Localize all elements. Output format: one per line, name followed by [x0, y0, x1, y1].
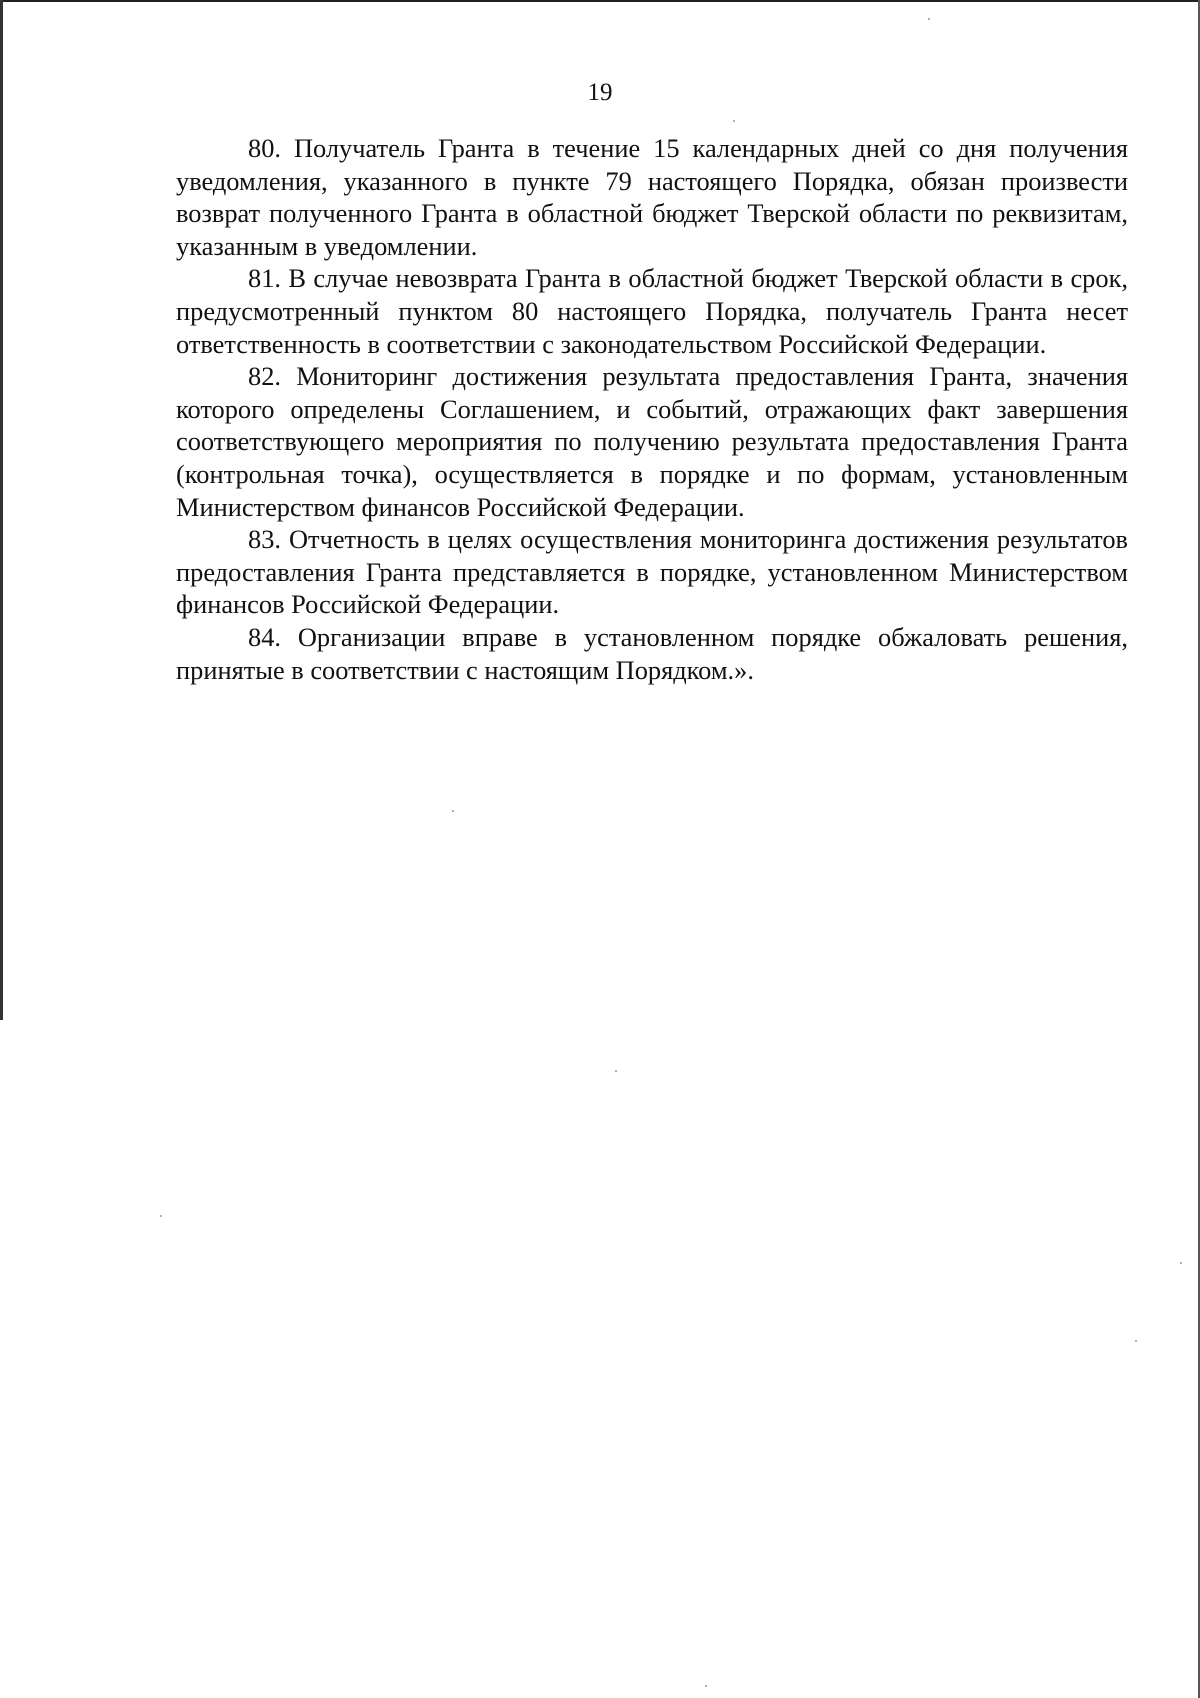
scan-speck [160, 1215, 162, 1217]
scan-speck [1180, 1262, 1182, 1264]
scan-speck [928, 18, 930, 20]
scan-speck [705, 1685, 707, 1687]
scan-speck [733, 120, 735, 122]
paragraph-80: 80. Получатель Гранта в течение 15 календарных дней со дня получения уведомления, указанного в пункте 79 настоящего Порядка, обязан произвести возврат полученного Гранта в областной бюджет Тверской области по реквизитам, указанным в уведомлении. [176, 133, 1128, 261]
document-body [176, 132, 1128, 686]
scan-border-top [0, 0, 1200, 2]
paragraph-83: 83. Отчетность в целях осуществления мониторинга достижения результатов предоставления Гранта представляется в порядке, установленном Министерством финансов Российской Федерации. [176, 524, 1128, 620]
page-number: 19 [587, 79, 613, 106]
scan-speck [615, 1070, 617, 1072]
scan-border-left [0, 0, 3, 1020]
paragraph-84: 84. Организации вправе в установленном порядке обжаловать решения, принятые в соответствии с настоящим Порядком.». [176, 621, 1128, 685]
scan-speck [452, 810, 454, 812]
paragraph-81: 81. В случае невозврата Гранта в областной бюджет Тверской области в срок, предусмотренный пунктом 80 настоящего Порядка, получатель Гранта несет ответственность в соответствии с законодательством Российской Федерации. [176, 263, 1128, 359]
paragraph-82: 82. Мониторинг достижения результата предоставления Гранта, значения которого определены Соглашением, и событий, отражающих факт завершения соответствующего мероприятия по получению результата предоставления Гранта (контрольная точка), осуществляется в порядке и по формам, установленным Министерством финансов Российской Федерации. [176, 361, 1128, 522]
scan-speck [1135, 1340, 1137, 1342]
